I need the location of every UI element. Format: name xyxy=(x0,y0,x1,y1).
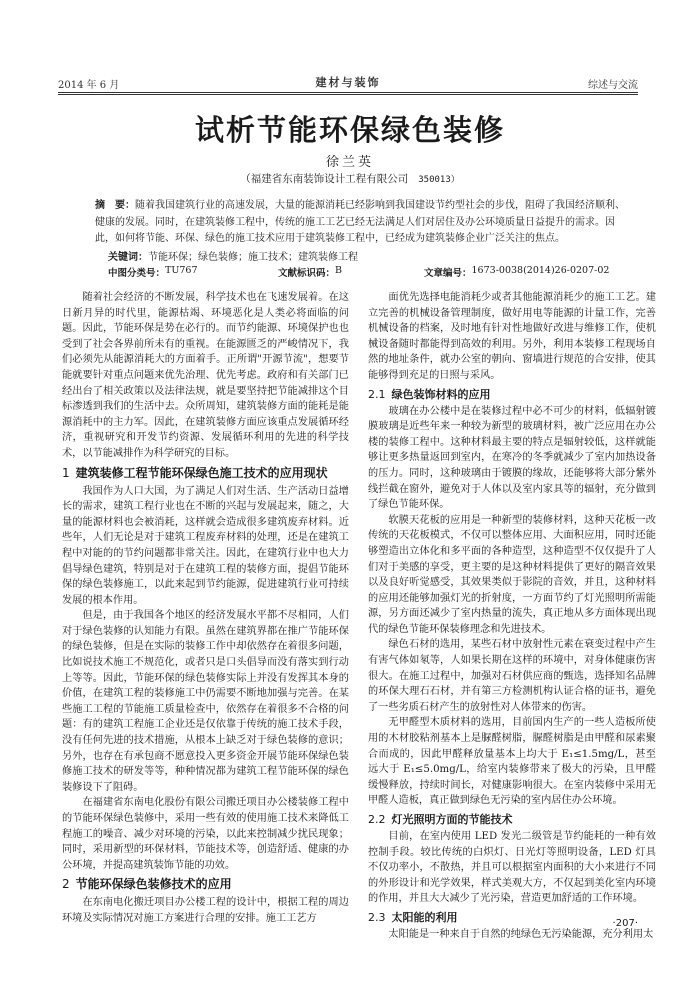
section-heading-1 xyxy=(62,465,349,481)
abstract-label: 摘 要： xyxy=(95,200,135,211)
subsection-heading-2-2 xyxy=(368,812,656,827)
heading-number: 1 xyxy=(62,465,70,480)
abstract xyxy=(95,198,630,248)
heading-number: 2.3 xyxy=(368,910,386,924)
journal-name: 建材与装饰 xyxy=(315,76,381,89)
section-name: 综述与交流 xyxy=(588,80,638,91)
heading-text: 绿色装饰材料的应用 xyxy=(391,387,491,401)
affiliation-zip: 350013） xyxy=(418,175,460,185)
paragraph: 无甲醛型木质材料的选用，目前国内生产的一些人造板所使用的木材胶粘剂基本上是脲醛树脂，脲醛树脂是由甲醛和尿素聚合而成的，因此甲醛释放量基本上均大于 E₁≤1.5mg/L，甚至远大于 E₁≤5.0mg/L，给室内装修带来了极大的污染，且甲醛缓慢释放，持续时间长，对健康影响很大。在室内装修中采用无甲醛人造板，真正做到绿色无污染的室内居住办公环境。 xyxy=(368,717,656,807)
affiliation-text: （福建省东南装饰设计工程有限公司 xyxy=(240,173,409,185)
affiliation xyxy=(0,171,700,186)
right-column xyxy=(368,290,656,943)
keywords-label: 关键词： xyxy=(108,252,148,263)
paragraph: 随着社会经济的不断发展，科学技术也在飞速发展着。在这日新月异的时代里，能源枯竭、环境恶化是人类必将面临的问题。因此，节能环保是势在必行的。而节约能源、环境保护也也受到了社会各界前所未有的重视。在能源匮乏的严峻情况下，我们必须先从能源消耗大的方面着手。正所谓"开源节流"，想要节能就要针对重点问题来优先治理、优先考虑。政府和有关部门已经出台了相关政策以及法律法规，就是要坚持把节能减排这个目标渗透到我们的生活中去。众所周知，建筑装修方面的能耗是能源消耗中的主力军。因此，在建筑装修方面应该重点发展循环经济，重视研究和开发节约资源、发展循环利用的先进的科学技术，以节能减排作为科学研究的目标。 xyxy=(62,292,349,459)
doc-label: 文献标识码： xyxy=(278,268,336,279)
running-header xyxy=(58,74,638,92)
clc-label: 中图分类号： xyxy=(108,268,166,279)
heading-number: 2 xyxy=(62,877,70,892)
article-label: 文章编号： xyxy=(424,268,472,279)
heading-text: 建筑装修工程节能环保绿色施工技术的应用现状 xyxy=(75,465,328,480)
paragraph: 我国作为人口大国，为了满足人们对生活、生产活动日益增长的需求，建筑工程行业也在不断的兴起与发展起来，随之，大量的能源材料也会被消耗，这样就会造成很多建筑废弃材料。近些年，人们无论是对于建筑工程废弃材料的处理，还是在建筑工程中对能的的节约问题都非常关注。因此，在建筑行业中也大力倡导绿色建筑，特别是对于在建筑工程的装修方面，提倡节能环保的绿色装修施工，以此来起到节约能源，促进建筑行业可持续发展的根本作用。 xyxy=(62,485,349,606)
paragraph: 软膜天花板的应用是一种新型的装修材料，这种天花板一改传统的天花板模式，不仅可以整体应用、大面积应用，同时还能够塑造出立体化和多平面的各种造型，这种造型不仅仅提升了人们对于美感的享受，更主要的是这种材料提供了更好的隔音效果以及良好听觉感受，其效果类似于影院的音效，并且，这种材料的应用还能够加强灯光的折射度，一方面节约了灯光照明所需能源，另方面还减少了室内热量的流失，真正地从多方面体现出现代的绿色节能环保装修理念和先进技术。 xyxy=(368,514,656,635)
clc-number xyxy=(108,265,198,279)
clc-value: TU767 xyxy=(165,265,198,276)
paragraph: 太阳能是一种来自于自然的纯绿色无污染能源，充分利用太 xyxy=(388,928,654,940)
heading-number: 2.2 xyxy=(368,813,386,826)
header-rule-bottom xyxy=(58,94,638,95)
section-heading-2 xyxy=(62,876,349,892)
heading-text: 灯光照明方面的节能技术 xyxy=(391,813,513,826)
paragraph: 在东南电化搬迁项目办公楼工程的设计中，根据工程的周边环境及实际情况对施工方案进行合理的安排。施工工艺方 xyxy=(62,897,349,924)
doc-value: B xyxy=(335,265,342,276)
paragraph: 玻璃在办公楼中是在装修过程中必不可少的材料，低辐射镀膜玻璃是近些年来一种较为新型的玻璃材料，被广泛应用在办公楼的装修工程中。这种材料最主要的特点是辐射较低，这样就能够让更多热量返回到室内，在寒冷的冬季就减少了室内加热设备的压力。同时，这种玻璃由于镀膜的缘故，还能够将大部分紫外线拦截在窗外，避免对于人体以及室内家具等的辐射，充分做到了绿色节能环保。 xyxy=(368,405,656,511)
page-number: ·207· xyxy=(612,918,638,929)
heading-number: 2.1 xyxy=(368,387,386,401)
document-code xyxy=(278,265,342,279)
paragraph: 绿色石材的选用，某些石材中放射性元素在衰变过程中产生有害气体如氡等，人如果长期在这样的环境中，对身体健康伤害很大。在施工过程中，加强对石材供应商的甄选，选择知名品牌的环保大理石石材，并有第三方检测机构认证合格的证书，避免了一些劣质石材产生的放射性对人体带来的伤害。 xyxy=(368,639,656,713)
heading-text: 太阳能的利用 xyxy=(391,910,458,924)
paragraph: 但是，由于我国各个地区的经济发展水平都不尽相同，人们对于绿色装修的认知能力有限。虽然在建筑界都在推广节能环保的绿色装修，但是在实际的装修工作中却依然存在着很多问题，比如说技术施工不规范化，或者只是口头倡导而没有落实到行动上等等。因此，节能环保的绿色装修实际上并没有发挥其本身的价值，在建筑工程的装修施工中仍需要不断地加强与完善。在某些施工工程的节能施工质量检查中，依然存在着很多不合格的问题：有的建筑工程施工企业还是仅依靠于传统的施工技术手段，没有任何先进的技术措施，从根本上缺乏对于绿色装修的意识；另外，也存在有承包商不愿意投入更多资金开展节能环保绿色装修施工技术的研发等等，种种情况都为建筑工程节能环保的绿色装修设下了阻碍。 xyxy=(62,610,349,793)
author-name: 徐兰英 xyxy=(325,155,374,170)
classification-line xyxy=(108,265,640,279)
paragraph: 在福建省东南电化股份有限公司搬迁项目办公楼装修工程中的节能环保绿色装修中，采用一些有效的使用施工技术来降低工程施工的噪音、减少对环境的污染，以此来控制减少扰民现象；同时，采用新型的环保材料，节能技术等，创造舒适、健康的办公环境，并提高建筑装饰节能的功效。 xyxy=(62,797,349,871)
article-number xyxy=(424,265,610,279)
subsection-heading-2-1 xyxy=(368,387,656,402)
article-value: 1673-0038(2014)26-0207-02 xyxy=(471,265,610,276)
paragraph: 目前，在室内使用 LED 发光二级管是节约能耗的一种有效控制手段。较比传统的白炽灯、日光灯等照明设备，LED 灯具不仅功率小，不散热，并且可以根据室内面积的大小来进行不同的外形设计和光学效果，样式美观大方，不仅起到美化室内环境的作用，并且大大减少了光污染，营造更加舒适的工作环境。 xyxy=(368,831,656,905)
paragraph: 面优先选择电能消耗少或者其他能源消耗少的施工工艺。建立完善的机械设备管理制度，做好用电等能源的计量工作，完善机械设备的档案，及时地有针对性地做好改进与维修工作，使机械设备随时都能得到高效的利用。另外，利用本装修工程现场自然的地址条件，就办公室的朝向、窗墙进行规范的合安排，使其能够得到充足的日照与采风。 xyxy=(368,292,656,381)
issue-date: 2014 年 6 月 xyxy=(58,80,120,91)
keywords-text: 节能环保；绿色装修；施工技术；建筑装修工程 xyxy=(148,252,358,263)
abstract-text: 随着我国建筑行业的高速发展，大量的能源消耗已经影响到我国建设节约型社会的步伐，阻碍了我国经济顺利、健康的发展。同时，在建筑装修工程中，传统的施工工艺已经无法满足人们对居住及办公环境质量日益提升的需求。因此，如何将节能、环保、绿色的施工技术应用于建筑装修工程中，已经成为建筑装修企业广泛关注的焦点。 xyxy=(95,200,625,244)
heading-text: 节能环保绿色装修技术的应用 xyxy=(75,877,232,892)
header-rule-top xyxy=(58,92,638,93)
article-title: 试析节能环保绿色装修 xyxy=(194,113,505,147)
keywords xyxy=(108,248,630,263)
left-column xyxy=(62,290,349,927)
